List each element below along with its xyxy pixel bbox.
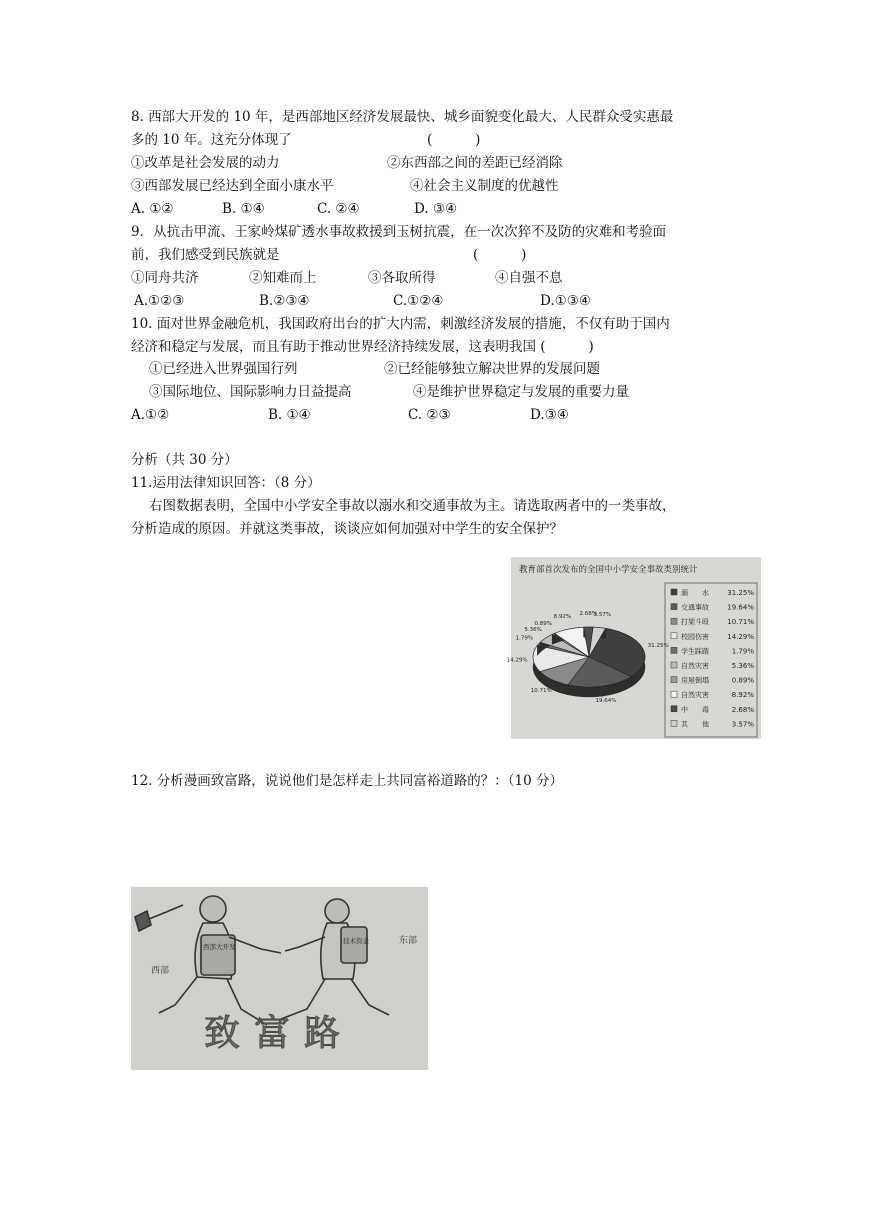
pie-legend-value: 0.89% <box>731 676 754 685</box>
pie-legend-name: 溺 水 <box>681 589 709 597</box>
q9-option-2: ②知难而上 <box>249 270 317 286</box>
pie-legend-value: 19.64% <box>727 603 754 612</box>
pie-legend-swatch <box>671 618 677 624</box>
pie-chart <box>506 557 761 739</box>
q11-stem-line2: 右图数据表明，全国中小学安全事故以溺水和交通事故为主。请选取两者中的一类事故， <box>149 498 676 514</box>
cartoon-illustration <box>131 887 428 1070</box>
west-label: 西部 <box>151 966 170 976</box>
q9-choice-c: C.①②④ <box>393 293 444 309</box>
pie-legend-name: 房屋倒塌 <box>681 676 709 685</box>
pie-slice-label: 0.89% <box>534 621 552 628</box>
q9-choice-a: A.①②③ <box>134 293 185 309</box>
q8-choice-d: D. ③④ <box>414 201 458 217</box>
east-head <box>325 899 349 923</box>
pie-slice-label: 8.92% <box>553 614 572 621</box>
q9-stem-line1: 9．从抗击甲流、王家岭煤矿透水事故救援到玉树抗震，在一次次猝不及防的灾难和考验面 <box>131 224 667 240</box>
west-bag-text: 西部大开发 <box>203 943 236 951</box>
pie-slices <box>530 627 645 697</box>
q8-stem-line2: 多的 10 年。这充分体现了 <box>131 132 292 148</box>
cartoon-caption: 致富路 <box>203 1013 355 1054</box>
pie-slice-label: 31.25% <box>647 642 669 649</box>
pie-legend-swatch <box>671 706 677 712</box>
pie-legend-swatch <box>671 589 677 595</box>
pie-legend-value: 5.36% <box>731 662 754 670</box>
pie-legend-name: 校园伤害 <box>681 632 709 641</box>
q8-option-2: ②东西部之间的差距已经消除 <box>387 155 563 171</box>
east-bag <box>341 927 367 963</box>
pie-legend-name: 自然灾害 <box>681 691 709 700</box>
q10-choice-d: D.③④ <box>530 407 569 423</box>
pie-legend-value: 3.57% <box>731 720 754 729</box>
pie-slice-label: 14.29% <box>506 657 528 664</box>
pie-legend-swatch <box>671 720 677 726</box>
q9-stem-line2: 前，我们感受到民族就是 <box>131 247 280 263</box>
section-title: 分析（共 30 分） <box>131 452 238 468</box>
q9-option-4: ④自强不息 <box>495 270 563 286</box>
q11-stem-line3: 分析造成的原因。并就这类事故，谈谈应如何加强对中学生的安全保护？ <box>131 521 563 537</box>
q8-option-4: ④社会主义制度的优越性 <box>410 178 559 194</box>
q8-stem-line1: 8. 西部大开发的 10 年，是西部地区经济发展最快、城乡面貌变化最大、人民群众受实惠最 <box>131 109 674 125</box>
pie-legend-value: 1.79% <box>731 647 754 656</box>
cartoon-figure <box>131 887 428 1070</box>
q11-stem-line1: 11.运用法律知识回答：（8 分） <box>131 475 321 491</box>
pie-chart-title: 教育部首次发布的全国中小学安全事故类别统计 <box>519 565 698 575</box>
pie-slice-label: 1.79% <box>515 635 534 642</box>
pie-legend-name: 打架斗殴 <box>681 618 709 627</box>
pie-legend-swatch <box>671 677 677 683</box>
pie-legend-name: 其 他 <box>681 720 709 729</box>
pie-legend-name: 中 毒 <box>681 705 709 714</box>
pie-legend-value: 2.68% <box>731 705 754 714</box>
q8-option-1: ①改革是社会发展的动力 <box>131 155 280 171</box>
pie-slice-label: 19.64% <box>595 697 617 704</box>
q9-choice-b: B.②③④ <box>259 293 310 309</box>
pie-legend-value: 14.29% <box>727 632 754 641</box>
q9-option-1: ①同舟共济 <box>131 270 199 286</box>
pie-slice-label: 2.68% <box>579 611 597 617</box>
pie-legend-name: 自然灾害 <box>681 662 709 670</box>
east-label: 东部 <box>399 936 418 946</box>
q9-choice-d: D.①③④ <box>540 293 591 309</box>
west-bag <box>201 935 235 975</box>
pie-chart-figure <box>506 557 761 739</box>
q10-option-2: ②已经能够独立解决世界的发展问题 <box>384 361 600 377</box>
pie-legend-swatch <box>671 604 677 610</box>
pie-slice-label: 10.71% <box>530 687 552 694</box>
pie-legend-name: 交通事故 <box>681 603 709 612</box>
q8-choice-b: B. ①④ <box>222 201 265 217</box>
pie-legend-value: 31.25% <box>727 589 754 597</box>
q8-answer-paren: ( ) <box>427 132 481 148</box>
q12-stem: 12. 分析漫画致富路，说说他们是怎样走上共同富裕道路的？：（10 分） <box>131 773 563 789</box>
pie-legend-swatch <box>671 662 677 668</box>
q9-answer-paren: ( ) <box>473 247 527 263</box>
east-bag-text: 技术资金 <box>343 937 369 945</box>
q10-option-1: ①已经进入世界强国行列 <box>149 361 298 377</box>
pie-legend-value: 8.92% <box>731 691 754 700</box>
west-head <box>200 896 226 922</box>
q8-choice-a: A. ①② <box>131 201 174 217</box>
q10-choice-b: B. ①④ <box>268 407 311 423</box>
q9-option-3: ③各取所得 <box>368 270 436 286</box>
q10-option-3: ③国际地位、国际影响力日益提高 <box>149 384 352 400</box>
pie-legend-swatch <box>671 647 677 653</box>
pie-slice-label: 3.57% <box>593 611 612 618</box>
q10-choice-c: C. ②③ <box>408 407 451 423</box>
q8-choice-c: C. ②④ <box>317 201 360 217</box>
q10-option-4: ④是维护世界稳定与发展的重要力量 <box>413 384 629 400</box>
pie-legend-name: 学生踩踏 <box>681 647 709 656</box>
q10-stem-line1: 10. 面对世界金融危机，我国政府出台的扩大内需，刺激经济发展的措施，不仅有助于国内 <box>131 316 670 332</box>
q8-option-3: ③西部发展已经达到全面小康水平 <box>131 178 334 194</box>
pie-legend-value: 10.71% <box>727 618 754 627</box>
q10-choice-a: A.①② <box>131 407 170 423</box>
pie-slice-label: 5.36% <box>524 627 542 634</box>
q10-stem-line2: 经济和稳定与发展，而且有助于推动世界经济持续发展，这表明我国 ( ) <box>131 339 594 355</box>
pie-legend-swatch <box>671 691 677 697</box>
pie-legend-swatch <box>671 633 677 639</box>
